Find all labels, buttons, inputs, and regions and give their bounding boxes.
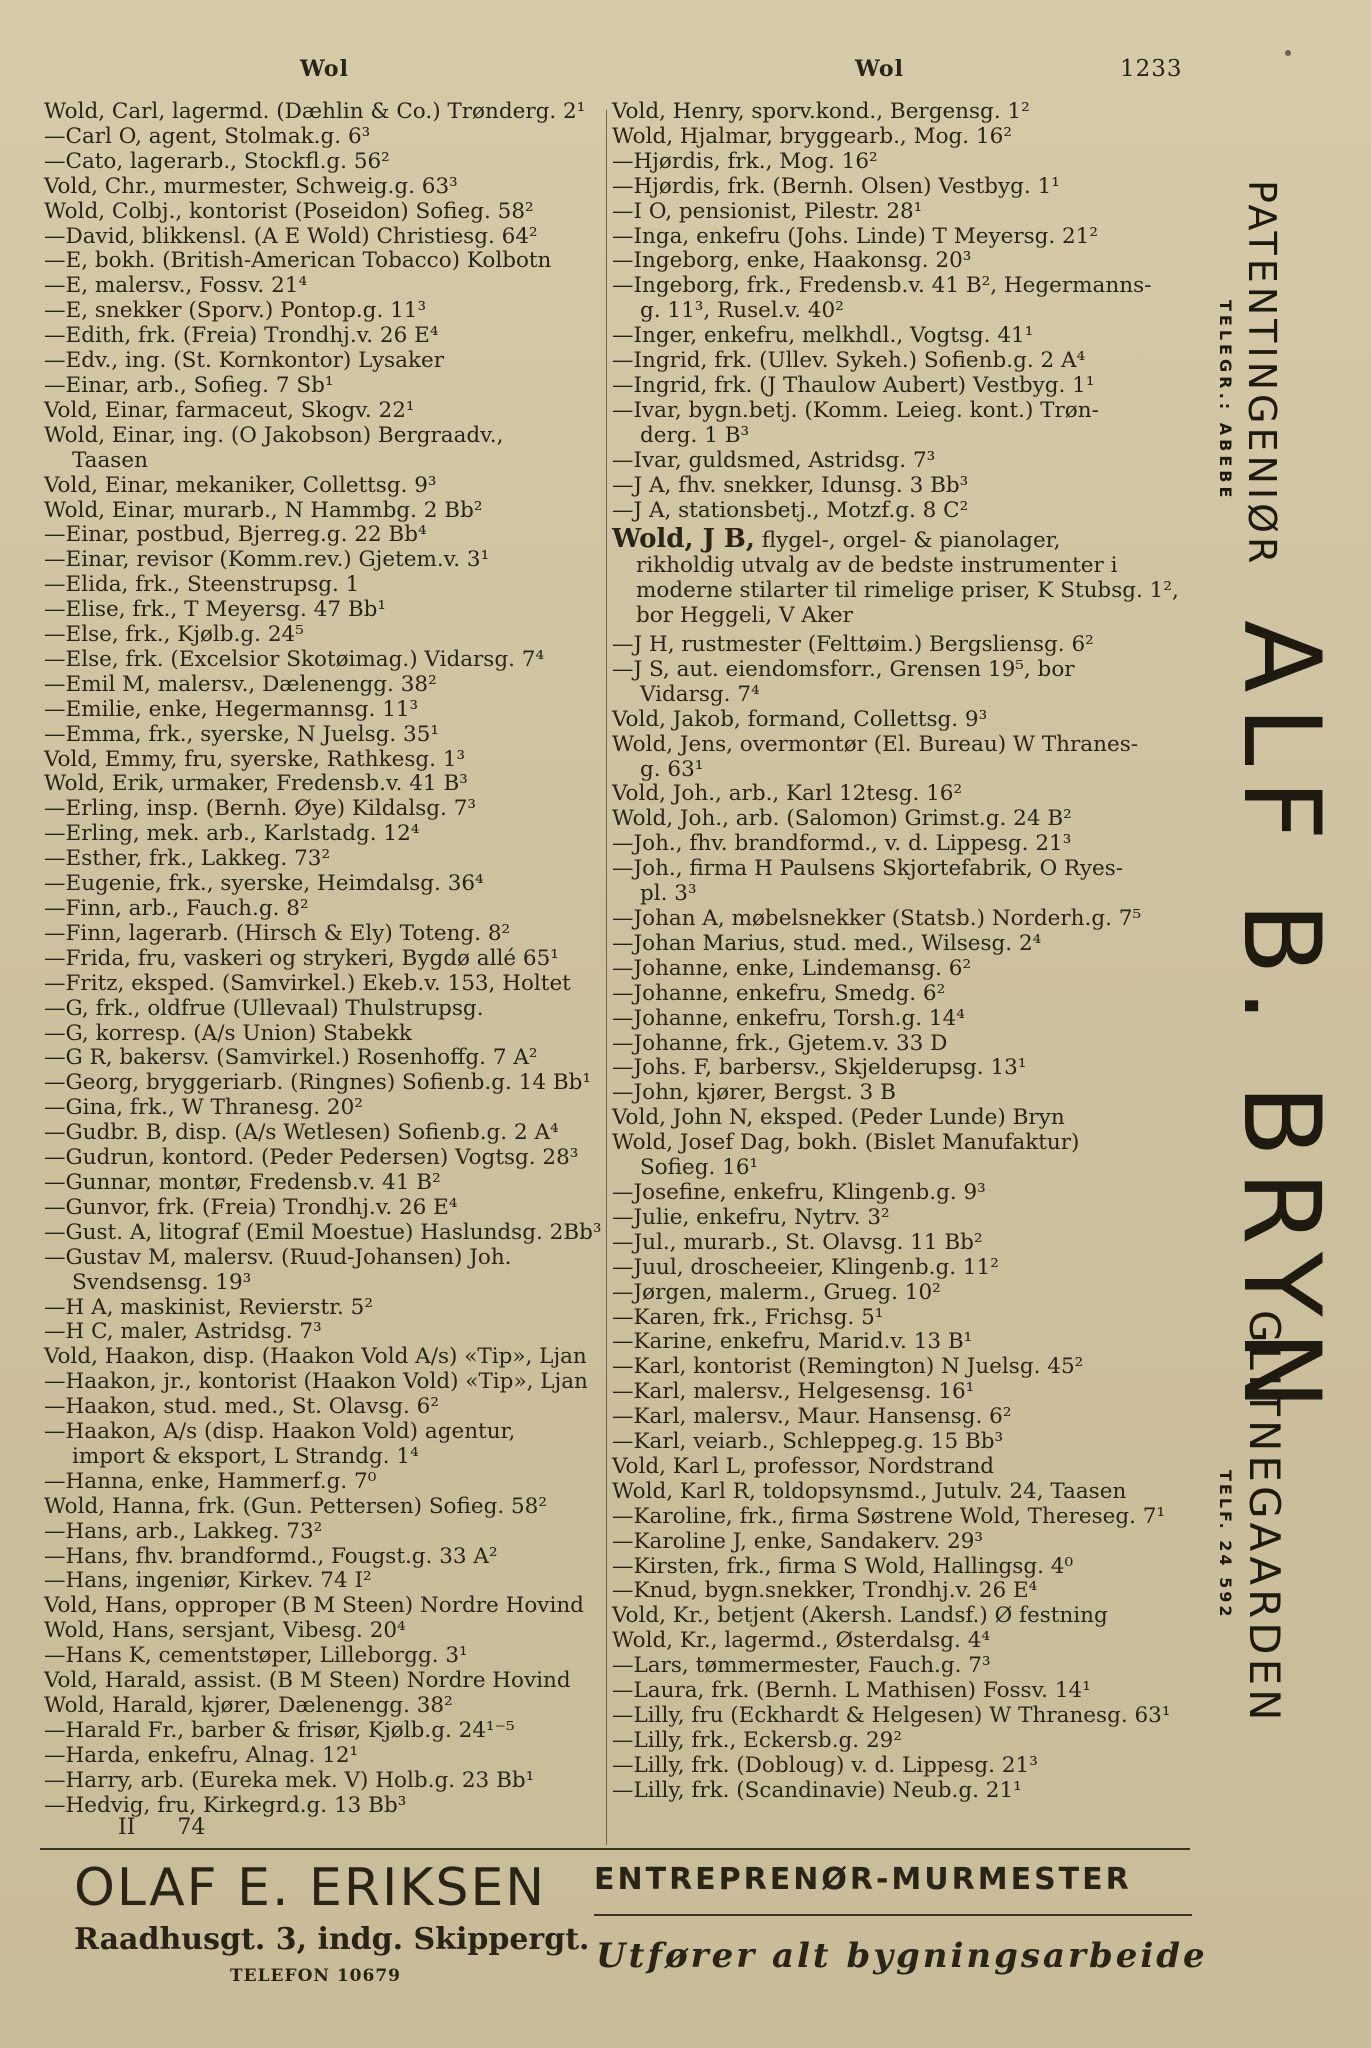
left-column-entry: —Georg, bryggeriarb. (Ringnes) Sofienb.g. 14 Bb¹ (44, 1070, 592, 1096)
left-column-entry: —Finn, lagerarb. (Hirsch & Ely) Toteng. 8² (44, 920, 511, 946)
left-column-entry: —Else, frk. (Excelsior Skotøimag.) Vidarsg. 7⁴ (44, 646, 545, 672)
wold-jb-entry (612, 524, 1187, 629)
right-column-2-entry: —Karine, enkefru, Marid.v. 13 B¹ (612, 1329, 973, 1355)
right-column-2-entry: —Joh., firma H Paulsens Skjortefabrik, O Ryes- (612, 856, 1124, 882)
right-column-entry: —J A, fhv. snekker, Idunsg. 3 Bb³ (612, 472, 969, 498)
left-column-entry: —Else, frk., Kjølb.g. 24⁵ (44, 622, 304, 648)
ad-olaf-name: OLAF E. ERIKSEN (74, 1858, 547, 1918)
right-column-2-entry: —Johanne, enke, Lindemansg. 6² (612, 955, 972, 981)
right-column-2-entry: —Johan Marius, stud. med., Wilsesg. 2⁴ (612, 930, 1042, 956)
wold-jb-line-2: rikholdig utvalg av de bedste instrumenter i (636, 553, 1118, 579)
right-column-entry: —Ingrid, frk. (Ullev. Sykeh.) Sofienb.g. 2 A⁴ (612, 348, 1086, 374)
left-column-entry: —Fritz, eksped. (Samvirkel.) Ekeb.v. 153, Holtet (44, 970, 571, 996)
left-column-entry: Vold, Chr., murmester, Schweig.g. 63³ (44, 173, 458, 199)
right-column-2-entry: —Lilly, fru (Eckhardt & Helgesen) W Thranesg. 63¹ (612, 1703, 1171, 1728)
side-advertisement (1200, 180, 1343, 1780)
left-column-entry: —Elise, frk., T Meyersg. 47 Bb¹ (44, 597, 387, 623)
left-column-entry: —Emma, frk., syerske, N Juelsg. 35¹ (44, 721, 440, 747)
left-column-entry: —Einar, postbud, Bjerreg.g. 22 Bb⁴ (44, 522, 427, 548)
ad-rule (594, 1914, 1192, 1916)
left-column-entry: —Erling, mek. arb., Karlstadg. 12⁴ (44, 821, 420, 847)
right-column-2-entry: —Johan A, møbelsnekker (Statsb.) Norderh.g. 7⁵ (612, 906, 1142, 931)
right-column-2-entry: —J S, aut. eiendomsforr., Grensen 19⁵, bor (612, 656, 1075, 682)
right-column-2-entry: —Julie, enkefru, Nytrv. 3² (612, 1204, 890, 1230)
left-column-entry: —G, korresp. (A/s Union) Stabekk (44, 1020, 412, 1046)
right-column-2-entry: —Lilly, frk. (Dobloug) v. d. Lippesg. 21³ (612, 1752, 1038, 1778)
right-column-2-entry: —Kirsten, frk., firma S Wold, Hallingsg. 4⁰ (612, 1553, 1074, 1579)
side-telf: TELF. 24 592 (1216, 1470, 1235, 1620)
right-column-2-entry: Vold, Joh., arb., Karl 12tesg. 16² (612, 781, 963, 807)
left-column-entry: —Edith, frk. (Freia) Trondhj.v. 26 E⁴ (44, 323, 439, 349)
left-column-entry: —Carl O, agent, Stolmak.g. 6³ (44, 123, 371, 149)
right-column-2-entry: —Joh., fhv. brandformd., v. d. Lippesg. 21³ (612, 831, 1072, 857)
right-column-2-entry: Sofieg. 16¹ (640, 1155, 759, 1181)
left-column-entry: —Frida, fru, vaskeri og strykeri, Bygdø allé 65¹ (44, 945, 559, 971)
left-column-entry: —Emil M, malersv., Dælenengg. 38² (44, 671, 437, 697)
left-column-entry: —G R, bakersv. (Samvirkel.) Rosenhoffg. 7 A² (44, 1045, 538, 1071)
left-column-entry: —Hans, arb., Lakkeg. 73² (44, 1518, 323, 1544)
right-column-2-entry: Vold, Kr., betjent (Akersh. Landsf.) Ø festning (612, 1603, 1108, 1629)
right-column-2-entry: —Karl, malersv., Maur. Hansensg. 6² (612, 1404, 1012, 1430)
left-column-entry: —Gustav M, malersv. (Ruud-Johansen) Joh. (44, 1244, 512, 1270)
left-column-entry: Vold, Hans, opproper (B M Steen) Nordre Hovind (44, 1593, 584, 1619)
left-column-entry: —Hans K, cementstøper, Lilleborgg. 3¹ (44, 1643, 468, 1669)
right-column-2-entry: —Karen, frk., Frichsg. 5¹ (612, 1304, 884, 1330)
wold-jb-name: Wold, J B, (612, 524, 755, 555)
right-column-2-entry: —Lars, tømmermester, Fauch.g. 7³ (612, 1653, 991, 1679)
left-column-entry: —Gudrun, kontord. (Peder Pedersen) Vogtsg. 28³ (44, 1145, 579, 1171)
right-column-entry: —Hjørdis, frk. (Bernh. Olsen) Vestbyg. 1¹ (612, 173, 1060, 199)
left-column-entry: —Haakon, stud. med., St. Olavsg. 6² (44, 1394, 439, 1420)
left-column-entry: —David, blikkensl. (A E Wold) Christiesg. 64² (44, 223, 538, 249)
right-column-entry: —Ingeborg, frk., Fredensb.v. 41 B², Hegermanns- (612, 273, 1152, 299)
left-column-entry: —Esther, frk., Lakkeg. 73² (44, 846, 331, 872)
left-column-entry: Vold, Haakon, disp. (Haakon Vold A/s) «Tip», Ljan (44, 1344, 587, 1370)
right-column-2-entry: g. 63¹ (640, 756, 704, 782)
left-column-entry: —Gunvor, frk. (Freia) Trondhj.v. 26 E⁴ (44, 1194, 458, 1220)
right-column-2-entry: Wold, Josef Dag, bokh. (Bislet Manufaktur) (612, 1130, 1080, 1156)
left-column-entry: —E, snekker (Sporv.) Pontop.g. 11³ (44, 298, 427, 324)
wold-jb-line-4: bor Heggeli, V Aker (636, 603, 853, 629)
right-column-entry: derg. 1 B³ (640, 422, 750, 448)
right-column-entry: g. 11³, Rusel.v. 40² (640, 298, 844, 324)
left-column-entry: —Haakon, jr., kontorist (Haakon Vold) «Tip», Ljan (44, 1369, 588, 1395)
right-column-2-entry: —Josefine, enkefru, Klingenb.g. 9³ (612, 1179, 986, 1205)
wold-jb-line-3: moderne stilarter til rimelige priser, K Stubsg. 1², (636, 578, 1179, 604)
left-column-entry: Svendsensg. 19³ (72, 1269, 252, 1295)
right-column-entry: —Ingeborg, enke, Haakonsg. 20³ (612, 248, 972, 274)
right-column-2-entry: —Knud, bygn.snekker, Trondhj.v. 26 E⁴ (612, 1578, 1038, 1604)
header-left-keyword: Wol (300, 56, 349, 82)
right-column-2-entry: Vold, John N, eksped. (Peder Lunde) Bryn (612, 1105, 1065, 1131)
left-column-entry: —E, malersv., Fossv. 21⁴ (44, 273, 308, 299)
ad-olaf-address: Raadhusgt. 3, indg. Skippergt. (74, 1922, 590, 1957)
right-column-entry: —Ivar, guldsmed, Astridsg. 7³ (612, 447, 936, 473)
left-column-entry: —Hedvig, fru, Kirkegrd.g. 13 Bb³ (44, 1792, 407, 1818)
ad-utforer: Utfører alt bygningsarbeide (596, 1936, 1208, 1976)
left-column-entry: Vold, Einar, mekaniker, Collettsg. 9³ (44, 472, 437, 498)
right-column-2-entry: Wold, Kr., lagermd., Østerdalsg. 4⁴ (612, 1628, 991, 1654)
left-column-entry: —Einar, arb., Sofieg. 7 Sb¹ (44, 372, 334, 398)
right-column-entry: —Inger, enkefru, melkhdl., Vogtsg. 41¹ (612, 323, 1034, 349)
left-column-entry: —Harda, enkefru, Alnag. 12¹ (44, 1742, 359, 1768)
left-column-entry: Vold, Einar, farmaceut, Skogv. 22¹ (44, 397, 415, 423)
left-column-entry: —Harry, arb. (Eureka mek. V) Holb.g. 23 Bb¹ (44, 1767, 535, 1793)
right-column-part-1 (612, 100, 1187, 523)
left-column-entry: Wold, Einar, ing. (O Jakobson) Bergraadv., (44, 422, 504, 448)
right-column-2-entry: Wold, Jens, overmontør (El. Bureau) W Thranes- (612, 731, 1138, 757)
header-middle-keyword: Wol (855, 56, 904, 82)
left-column-entry: —Erling, insp. (Bernh. Øye) Kildalsg. 7³ (44, 796, 476, 822)
left-column-entry: —H A, maskinist, Revierstr. 5² (44, 1294, 373, 1320)
right-column-entry: Wold, Hjalmar, bryggearb., Mog. 16² (612, 123, 1012, 149)
right-column-2-entry: Vidarsg. 7⁴ (640, 681, 760, 707)
left-column-entry: —Hanna, enke, Hammerf.g. 7⁰ (44, 1468, 377, 1494)
left-column-entry: Wold, Erik, urmaker, Fredensb.v. 41 B³ (44, 771, 468, 797)
left-column-entry: —Gina, frk., W Thranesg. 20² (44, 1095, 363, 1121)
left-column-entry: —Haakon, A/s (disp. Haakon Vold) agentur, (44, 1419, 516, 1445)
right-column-2-entry: —Lilly, frk. (Scandinavie) Neub.g. 21¹ (612, 1777, 1022, 1803)
side-patent: PATENTINGENIØR (1240, 180, 1284, 568)
right-column-2-entry: —Karl, kontorist (Remington) N Juelsg. 45² (612, 1354, 1084, 1380)
left-column-entry: —Gust. A, litograf (Emil Moestue) Haslundsg. 2Bb³ (44, 1219, 602, 1245)
left-column-entry: Wold, Harald, kjører, Dælenengg. 38² (44, 1693, 453, 1718)
ad-olaf-phone: TELEFON 10679 (230, 1966, 401, 1986)
left-column-entry: Wold, Colbj., kontorist (Poseidon) Sofieg. 58² (44, 198, 534, 224)
right-column-2-entry: —Johanne, enkefru, Torsh.g. 14⁴ (612, 1005, 965, 1031)
right-column-2-entry: —Laura, frk. (Bernh. L Mathisen) Fossv. 14¹ (612, 1678, 1091, 1704)
left-column-entry: Taasen (72, 447, 148, 473)
right-column-2-entry: —Johs. F, barbersv., Skjelderupsg. 13¹ (612, 1055, 1027, 1081)
left-column-entry: Wold, Einar, murarb., N Hammbg. 2 Bb² (44, 497, 483, 523)
left-column-entry: —Hans, ingeniør, Kirkev. 74 I² (44, 1568, 372, 1594)
right-column-2-entry: —Johanne, enkefru, Smedg. 6² (612, 980, 946, 1006)
left-column-entry: —Harald Fr., barber & frisør, Kjølb.g. 24¹⁻⁵ (44, 1717, 515, 1743)
page-speck (1285, 50, 1291, 56)
right-column (612, 100, 1187, 1804)
left-column-entry: —Gunnar, montør, Fredensb.v. 41 B² (44, 1169, 441, 1195)
left-column-entry: —G, frk., oldfrue (Ullevaal) Thulstrupsg. (44, 995, 484, 1021)
footer-rule (40, 1848, 1190, 1850)
right-column-entry: —J A, stationsbetj., Motzf.g. 8 C² (612, 497, 969, 523)
right-column-part-2 (612, 633, 1187, 1804)
footer-signature: II 74 (118, 1815, 206, 1840)
right-column-2-entry: —Karoline, frk., firma Søstrene Wold, Thereseg. 7¹ (612, 1503, 1166, 1529)
left-column-entry: —Finn, arb., Fauch.g. 8² (44, 896, 309, 921)
right-column-2-entry: pl. 3³ (640, 881, 697, 907)
right-column-2-entry: Wold, Joh., arb. (Salomon) Grimst.g. 24 B² (612, 806, 1072, 832)
right-column-2-entry: —J H, rustmester (Felttøim.) Bergsliensg. 6² (612, 632, 1094, 658)
left-column-entry: —Einar, revisor (Komm.rev.) Gjetem.v. 3¹ (44, 547, 490, 573)
right-column-2-entry: Vold, Jakob, formand, Collettsg. 9³ (612, 706, 988, 732)
left-column-entry: —Eugenie, frk., syerske, Heimdalsg. 36⁴ (44, 871, 484, 897)
right-column-entry: —Inga, enkefru (Johs. Linde) T Meyersg. 21² (612, 223, 1099, 249)
right-column-2-entry: —Juul, droscheeier, Klingenb.g. 11² (612, 1254, 999, 1280)
left-column-entry: Wold, Carl, lagermd. (Dæhlin & Co.) Trønderg. 2¹ (44, 99, 586, 124)
right-column-entry: —Ingrid, frk. (J Thaulow Aubert) Vestbyg. 1¹ (612, 372, 1095, 398)
right-column-2-entry: —Karl, malersv., Helgesensg. 16¹ (612, 1379, 975, 1405)
side-glitne: GLITNEGAARDEN (1240, 1310, 1289, 1725)
left-column-entry: Vold, Emmy, fru, syerske, Rathkesg. 1³ (44, 746, 466, 772)
right-column-2-entry: —Jul., murarb., St. Olavsg. 11 Bb² (612, 1229, 983, 1255)
left-column-entry: —Edv., ing. (St. Kornkontor) Lysaker (44, 348, 445, 374)
left-column-entry: —H C, maler, Astridsg. 7³ (44, 1319, 322, 1345)
right-column-entry: Vold, Henry, sporv.kond., Bergensg. 1² (612, 99, 1030, 124)
page-number: 1233 (1120, 56, 1183, 82)
ad-entreprenor: ENTREPRENØR-MURMESTER (594, 1862, 1132, 1897)
left-column-entry: Vold, Harald, assist. (B M Steen) Nordre Hovind (44, 1668, 571, 1694)
right-column-2-entry: —John, kjører, Bergst. 3 B (612, 1080, 896, 1106)
left-column-entry: —Emilie, enke, Hegermannsg. 11³ (44, 696, 419, 722)
side-telegr: TELEGR.: ABEBE (1216, 300, 1235, 502)
right-column-2-entry: Vold, Karl L, professor, Nordstrand (612, 1453, 995, 1479)
left-column-entry: Wold, Hans, sersjant, Vibesg. 20⁴ (44, 1618, 406, 1644)
right-column-2-entry: —Karoline J, enke, Sandakerv. 29³ (612, 1528, 984, 1554)
right-column-entry: —I O, pensionist, Pilestr. 28¹ (612, 198, 923, 224)
right-column-2-entry: —Lilly, frk., Eckersb.g. 29² (612, 1727, 902, 1753)
right-column-entry: —Ivar, bygn.betj. (Komm. Leieg. kont.) Trøn- (612, 397, 1099, 423)
left-column-entry: Wold, Hanna, frk. (Gun. Pettersen) Sofieg. 58² (44, 1493, 547, 1519)
left-column-entry: import & eksport, L Strandg. 1⁴ (72, 1443, 419, 1469)
wold-jb-text-1: flygel-, orgel- & pianolager, (754, 528, 1061, 554)
right-column-2-entry: Wold, Karl R, toldopsynsmd., Jutulv. 24, Taasen (612, 1478, 1127, 1504)
right-column-2-entry: —Jørgen, malerm., Grueg. 10² (612, 1279, 941, 1305)
wold-jb-line-1 (612, 524, 1187, 555)
left-column-entry: —Cato, lagerarb., Stockfl.g. 56² (44, 148, 390, 174)
left-column-entry: —Gudbr. B, disp. (A/s Wetlesen) Sofienb.g. 2 A⁴ (44, 1120, 559, 1146)
left-column (44, 100, 614, 1819)
left-column-entry: —Hans, fhv. brandformd., Fougst.g. 33 A² (44, 1543, 498, 1569)
right-column-entry: —Hjørdis, frk., Mog. 16² (612, 148, 878, 174)
right-column-2-entry: —Johanne, frk., Gjetem.v. 33 D (612, 1030, 948, 1056)
left-column-entry: —E, bokh. (British-American Tobacco) Kolbotn (44, 248, 552, 274)
side-name: ALF B. BRYN (1220, 620, 1343, 1424)
left-column-entry: —Elida, frk., Steenstrupsg. 1 (44, 572, 360, 598)
right-column-2-entry: —Karl, veiarb., Schleppeg.g. 15 Bb³ (612, 1429, 1004, 1455)
